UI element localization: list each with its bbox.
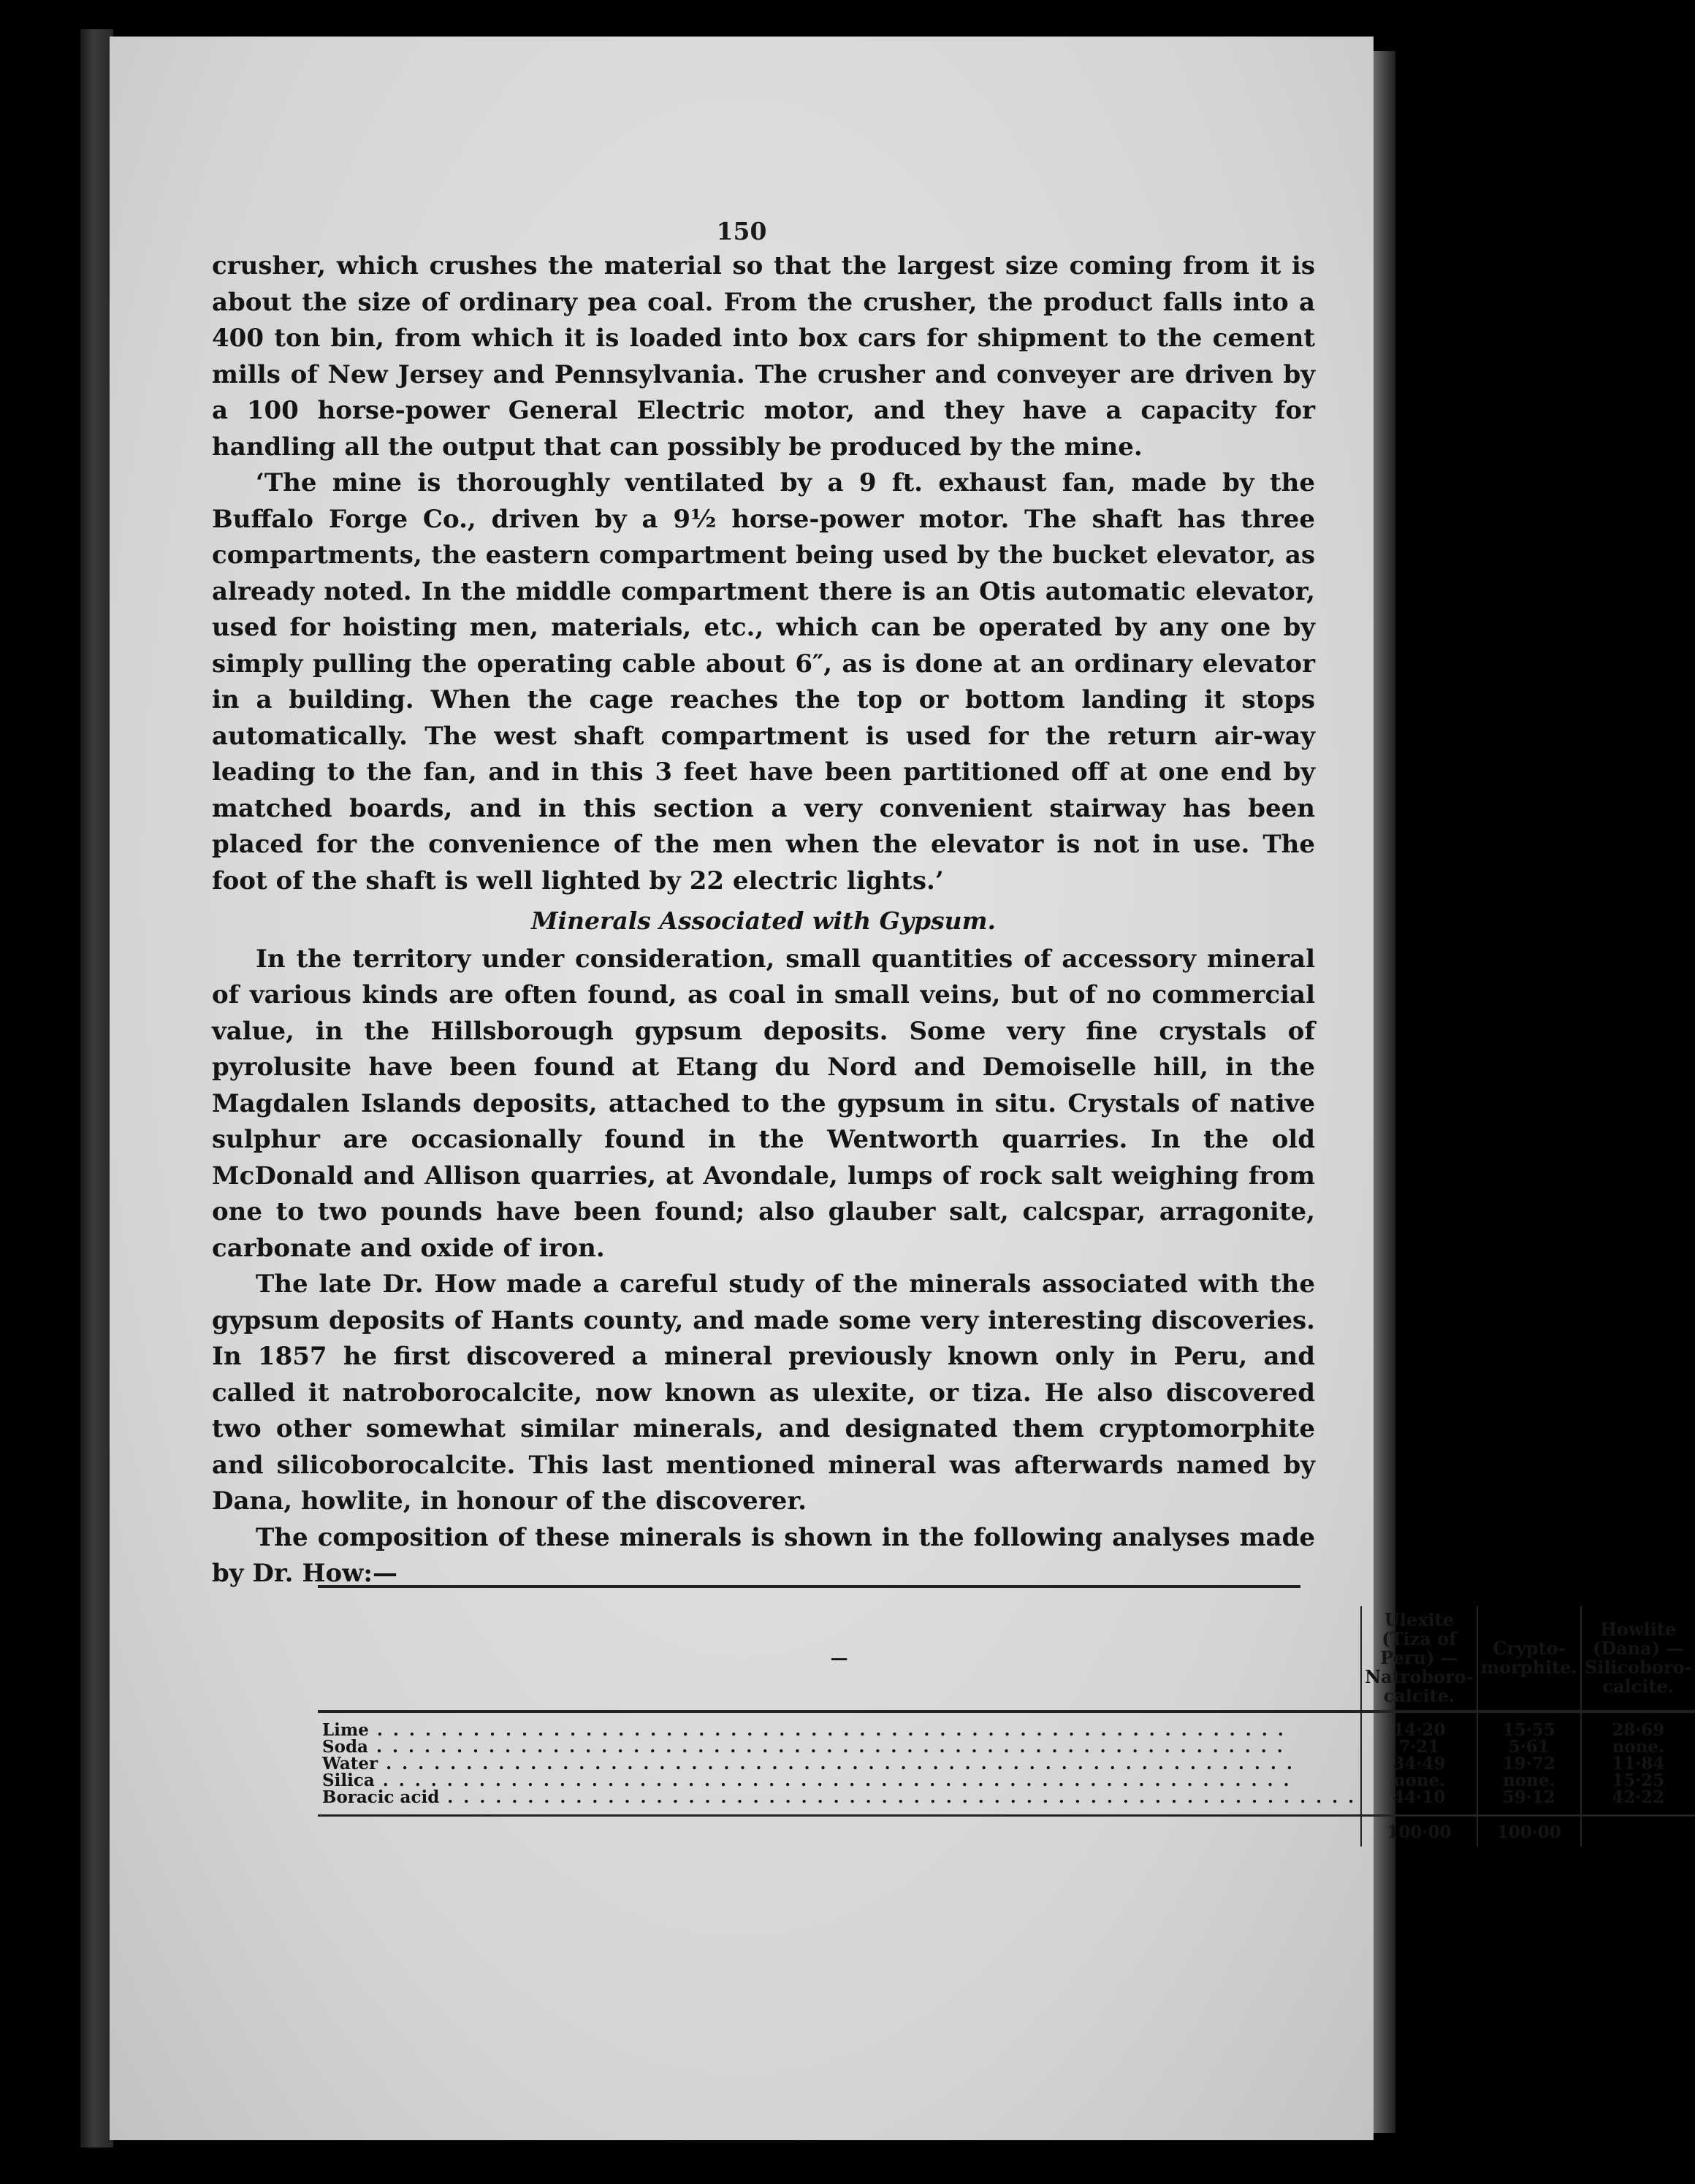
table-top-rule bbox=[318, 1585, 1300, 1588]
cell-value: 7·21 bbox=[1361, 1738, 1477, 1755]
totals-label-cell bbox=[318, 1816, 1361, 1847]
paragraph: The composition of these minerals is shown in the following analyses made by Dr. How:— bbox=[212, 1522, 1315, 1588]
total-value: 100·00 bbox=[1477, 1816, 1581, 1847]
book-spine bbox=[80, 29, 113, 2147]
row-label: Water . . . bbox=[318, 1755, 1361, 1772]
cell-value: none. bbox=[1581, 1738, 1695, 1755]
cell-value: 5·61 bbox=[1477, 1738, 1581, 1755]
section-heading: Minerals Associated with Gypsum. bbox=[530, 906, 997, 935]
row-label: Boracic acid . . . bbox=[318, 1789, 1361, 1816]
cell-value: 14·20 bbox=[1361, 1711, 1477, 1738]
table-row bbox=[318, 1755, 1695, 1772]
column-header-howlite: Howlite (Dana) — Silicoboro-calcite. bbox=[1581, 1606, 1695, 1711]
cell-value: none. bbox=[1477, 1772, 1581, 1789]
totals-row bbox=[318, 1816, 1695, 1847]
cell-value: 59·12 bbox=[1477, 1789, 1581, 1816]
row-label: Silica . . . bbox=[318, 1772, 1361, 1789]
row-label: Soda . . . bbox=[318, 1738, 1361, 1755]
paragraph: ‘The mine is thoroughly ventilated by a 9 ft. exhaust fan, made by the Buffalo Forge Co., driven by a 9½ horse-power motor. The shaft has three compartments, the eastern compartment being used by the bucket elevator, as already noted. In the middle compartment there is an Otis automatic elevator, used for hoisting men, materials, etc., which can be operated by any one by simply pulling the operating cable about 6″, as is done at an ordinary elevator in a building. When the cage reaches the top or bottom landing it stops automatically. The west shaft compartment is used for the return air-way leading to the fan, and in this 3 feet have been partitioned off at one end by matched boards, and in this section a very convenient stairway has been placed for the convenience of the men when the elevator is not in use. The foot of the shaft is well lighted by 22 electric lights.’ bbox=[212, 468, 1315, 896]
paragraph: crusher, which crushes the material so that the largest size coming from it is about the size of ordinary pea coal. From the crusher, the product falls into a 400 ton bin, from which it is loaded into box cars for shipment to the cement mills of New Jersey and Pennsylvania. The crusher and conveyer are driven by a 100 horse-power General Electric motor, and they have a capacity for handling all the output that can possibly be produced by the mine. bbox=[212, 251, 1315, 462]
blank-header: — bbox=[830, 1647, 848, 1668]
table-row bbox=[318, 1772, 1695, 1789]
cell-value: 44·10 bbox=[1361, 1789, 1477, 1816]
body-text bbox=[212, 248, 1315, 1592]
cell-value: 19·72 bbox=[1477, 1755, 1581, 1772]
paragraph: In the territory under consideration, small quantities of accessory mineral of various kinds are often found, as coal in small veins, but of no commercial value, in the Hillsborough gypsum deposits. Some very fine crystals of pyrolusite have been found at Etang du Nord and Demoiselle hill, in the Magdalen Islands deposits, attached to the gypsum in situ. Crystals of native sulphur are occasionally found in the Wentworth quarries. In the old McDonald and Allison quarries, at Avondale, lumps of rock salt weighing from one to two pounds have been found; also glauber salt, calcspar, arragonite, carbonate and oxide of iron. bbox=[212, 944, 1315, 1263]
mineral-composition-table bbox=[318, 1606, 1695, 1847]
table-row bbox=[318, 1711, 1695, 1738]
cell-value: 11·84 bbox=[1581, 1755, 1695, 1772]
paragraph: The late Dr. How made a careful study of the minerals associated with the gypsum deposits of Hants county, and made some very interesting discoveries. In 1857 he first discovered a mineral previously known only in Peru, and called it natroborocalcite, now known as ulexite, or tiza. He also discovered two other somewhat similar minerals, and designated them cryptomorphite and silicoborocalcite. This last mentioned mineral was afterwards named by Dana, howlite, in honour of the discoverer. bbox=[212, 1269, 1315, 1516]
cell-value: 42·22 bbox=[1581, 1789, 1695, 1816]
cell-value: none. bbox=[1361, 1772, 1477, 1789]
column-header-ulexite: Ulexite (Tiza of Peru) — Natroboro-calcite. bbox=[1361, 1606, 1477, 1711]
total-value bbox=[1581, 1816, 1695, 1847]
table-row bbox=[318, 1738, 1695, 1755]
table-header-row bbox=[318, 1606, 1695, 1711]
cell-value: 28·69 bbox=[1581, 1711, 1695, 1738]
cell-value: 15·55 bbox=[1477, 1711, 1581, 1738]
row-label: Lime . . . bbox=[318, 1711, 1361, 1738]
analysis-table bbox=[318, 1585, 1692, 1847]
total-value: 100·00 bbox=[1361, 1816, 1477, 1847]
column-header-cryptomorphite: Crypto-morphite. bbox=[1477, 1606, 1581, 1711]
table-row bbox=[318, 1789, 1695, 1816]
page-number: 150 bbox=[716, 217, 767, 245]
cell-value: 15·25 bbox=[1581, 1772, 1695, 1789]
cell-value: 34·49 bbox=[1361, 1755, 1477, 1772]
